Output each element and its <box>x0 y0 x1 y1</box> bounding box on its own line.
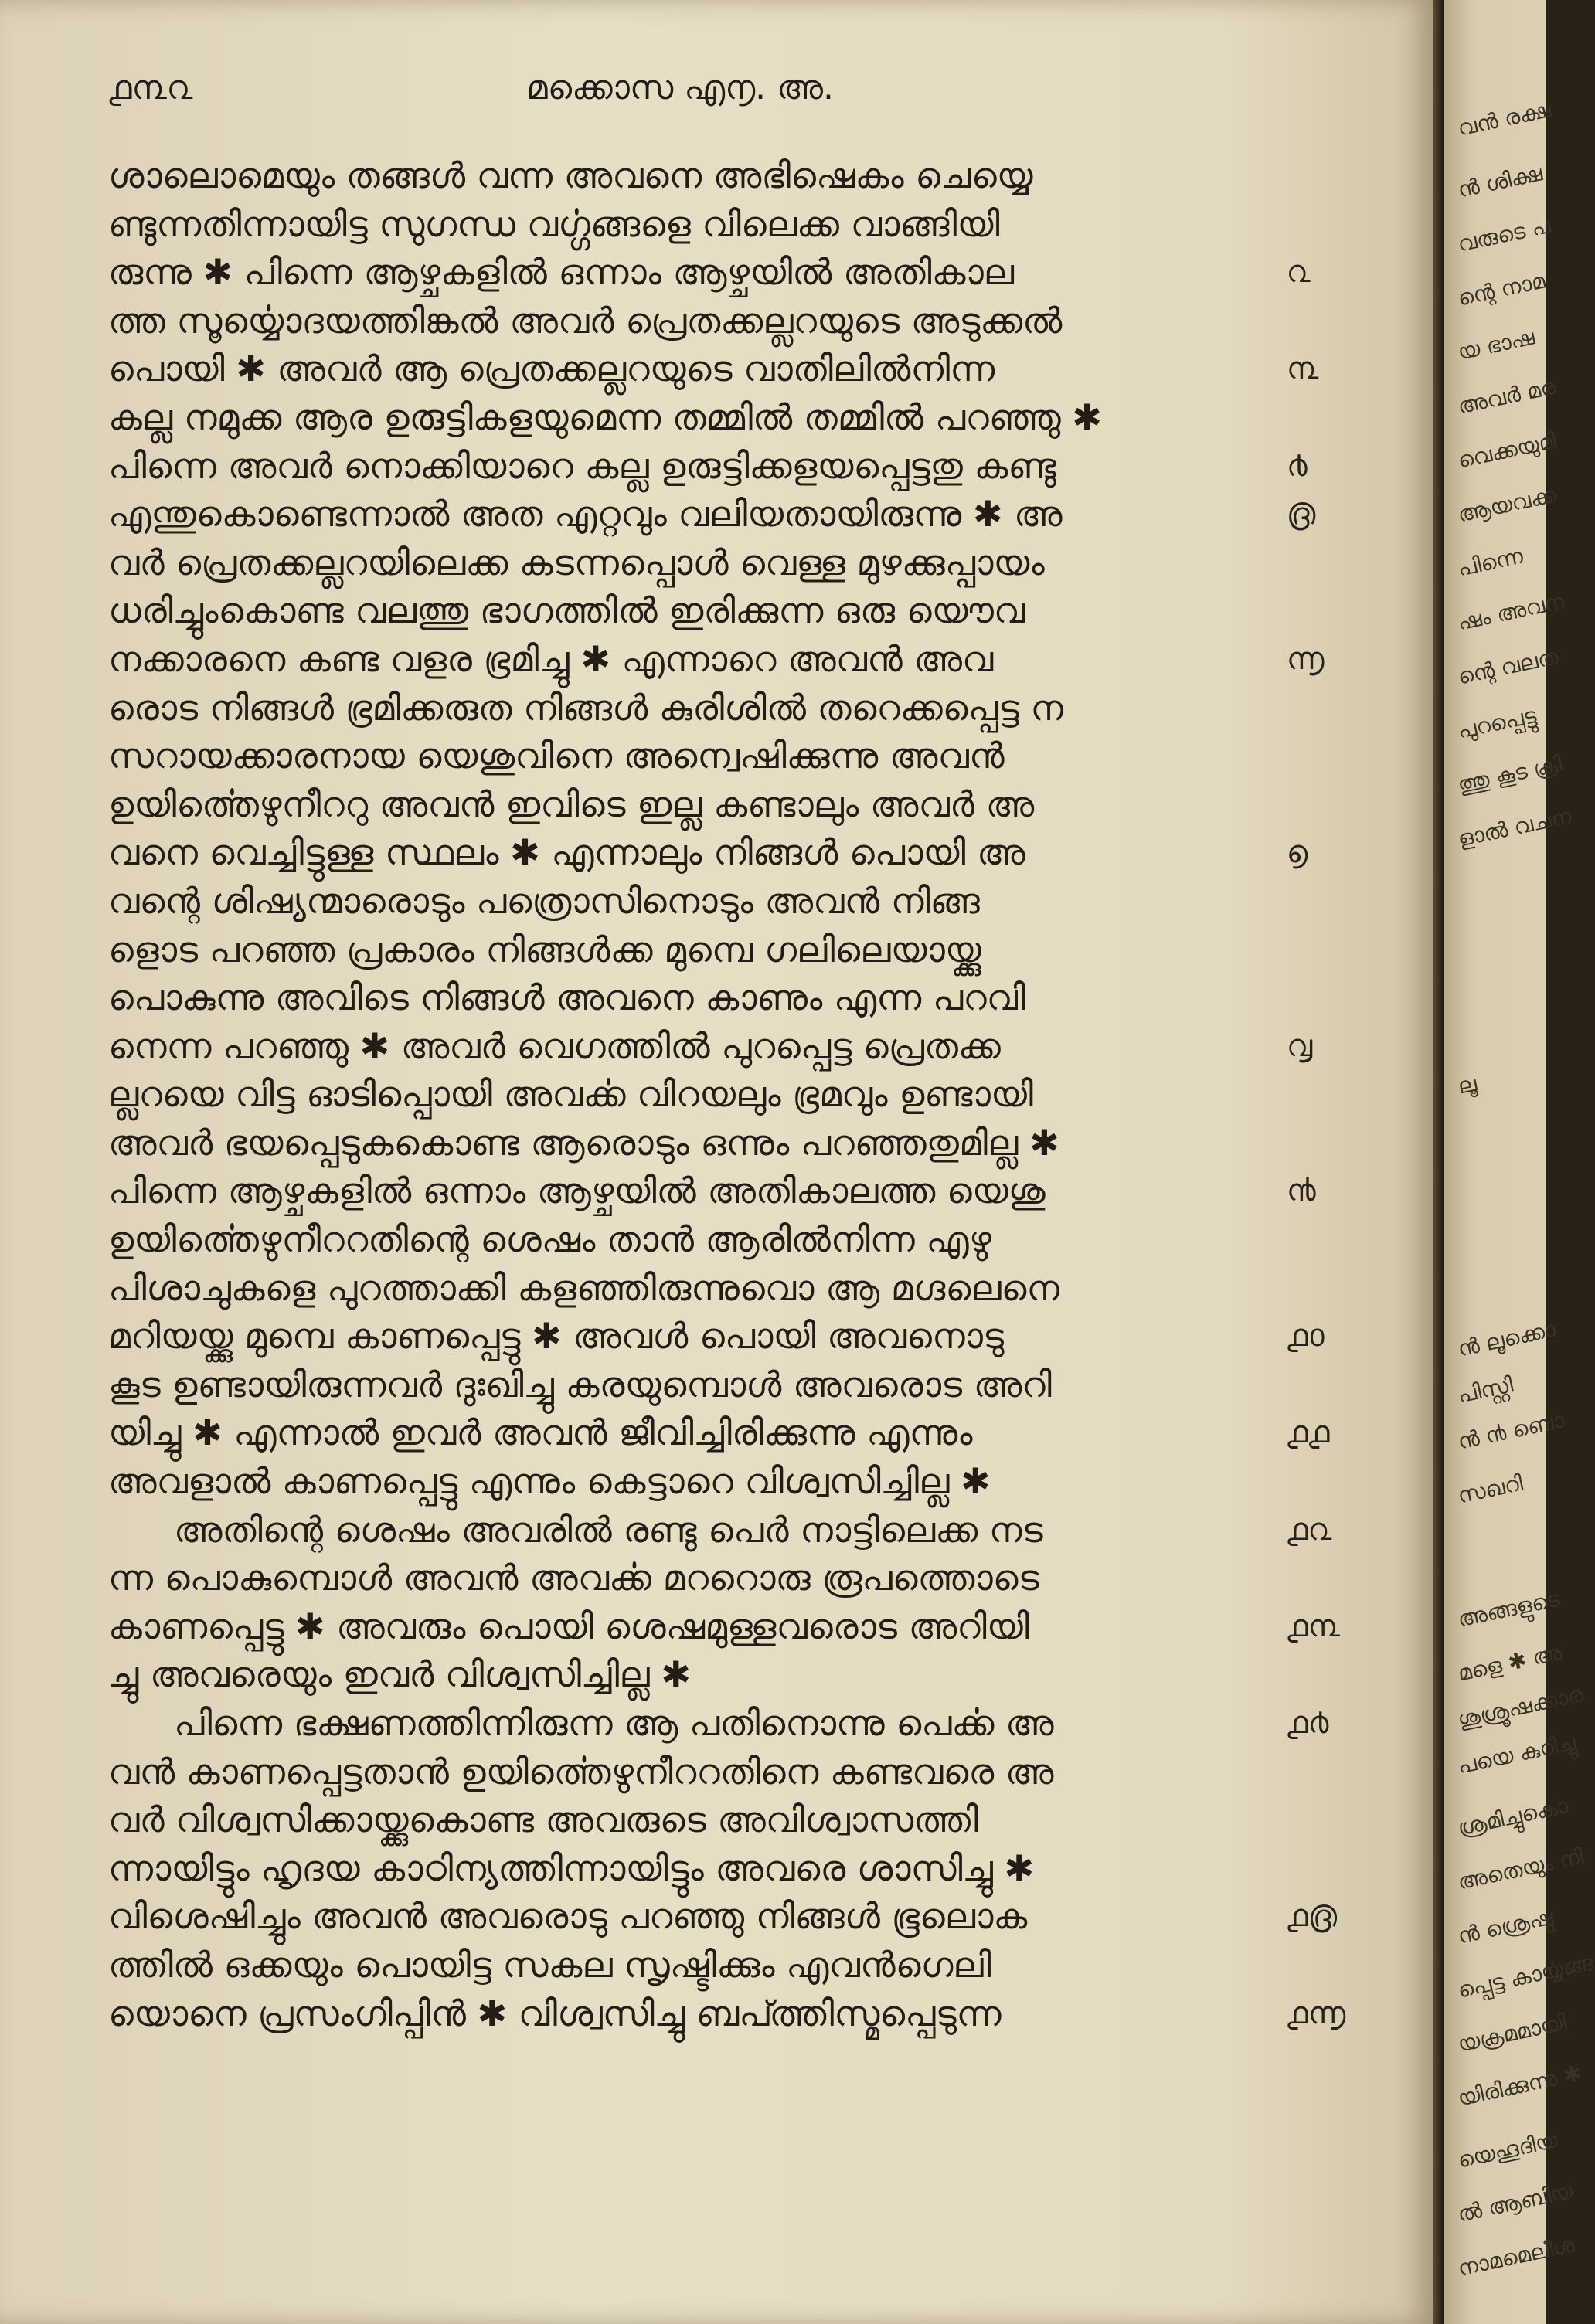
text-line <box>108 1699 1329 1748</box>
line-text: നക്കാരനെ കണ്ട വളര ഭ്രമിച്ചു ✱ എന്നാറെ അവൻ അവ <box>108 637 994 680</box>
verse-number: ൪ <box>1287 447 1308 484</box>
text-line <box>108 586 1267 635</box>
verse-number: ൨ <box>1287 254 1311 290</box>
facing-page-fragment: പ്പെട്ട കാൎയ്യങ്ങ <box>1455 1949 1595 2003</box>
text-line <box>108 926 1267 974</box>
facing-page-fragment: ൻ ശ്രെഷ്ഠ <box>1455 1904 1556 1949</box>
text-line <box>108 1602 1340 1651</box>
verse-number: ൧൧ <box>1287 1415 1330 1451</box>
line-text: വനെ വെച്ചിട്ടുള്ള സ്ഥലം ✱ എന്നാലും നിങ്ങൾ പൊയി അ <box>108 831 1025 874</box>
facing-page-fragment: ശ്രമിച്ചുകൊ <box>1455 1792 1570 1841</box>
book-gutter <box>1433 0 1444 2324</box>
text-line <box>108 1796 1267 1844</box>
text-line <box>108 248 1311 297</box>
page-header <box>108 68 1252 122</box>
facing-page-edge <box>1444 0 1595 2324</box>
text-line <box>108 828 1308 877</box>
facing-page-fragment: നാമമെലീശ <box>1455 2231 1577 2282</box>
line-text: അവർ ഭയപ്പെടുകകൊണ്ട ആരൊടും ഒന്നും പറഞ്ഞതുമില്ല ✱ <box>108 1121 1059 1164</box>
line-text: ത്തിൽ ഒക്കയും പൊയിട്ട സകല സൃഷ്ടിക്കും എവൻഗെലി <box>108 1943 991 1986</box>
facing-page-fragment: സഖറി <box>1455 1469 1525 1509</box>
line-text: അവളാൽ കാണപ്പെട്ടു എന്നും കെട്ടാറെ വിശ്വസിച്ചില്ല ✱ <box>108 1460 991 1503</box>
text-line <box>108 1022 1313 1071</box>
scripture-text <box>108 151 1346 2037</box>
line-text: ച്ചു അവരെയും ഇവർ വിശ്വസിച്ചില്ല ✱ <box>108 1653 691 1696</box>
line-text: ന്നായിട്ടും ഹൃദയ കാഠിന്യത്തിന്നായിട്ടും അവരെ ശാസിച്ചു ✱ <box>108 1847 1035 1889</box>
verse-number: ൧൬ <box>1287 1995 1346 2031</box>
text-line <box>108 635 1325 684</box>
facing-page-fragment: അവർ മര <box>1455 373 1559 420</box>
facing-page-fragment: യെഹൂദിയ <box>1455 2127 1560 2173</box>
verse-number: ൫ <box>1287 496 1316 532</box>
line-text: പിശാചുകളെ പുറത്താക്കി കളഞ്ഞിരുന്നുവൊ ആ മഗ്ദലെനെ <box>108 1266 1060 1309</box>
text-line <box>108 1070 1267 1119</box>
text-line <box>108 1408 1330 1457</box>
line-text: ന്ന പൊകുമ്പൊൾ അവൻ അവൎക്ക മററൊരു രൂപത്തൊടെ <box>108 1557 1039 1599</box>
text-line <box>108 1167 1316 1215</box>
verse-number: ൧൫ <box>1287 1898 1338 1935</box>
facing-page-fragment: യക്രമമായി <box>1455 2009 1569 2057</box>
verse-number: ൮ <box>1287 1028 1313 1064</box>
text-line <box>108 1650 1267 1699</box>
text-line <box>108 345 1319 393</box>
text-line <box>108 1361 1267 1409</box>
facing-page-fragment: വൻ രക്ഷ <box>1455 96 1553 141</box>
verse-number: ൬ <box>1287 640 1325 677</box>
text-line <box>108 780 1267 829</box>
line-text: ധരിച്ചുംകൊണ്ട വലത്തു ഭാഗത്തിൽ ഇരിക്കുന്ന ഒരു യൌവ <box>108 589 1025 632</box>
line-text: ത്ത സൂൎയ്യൊദയത്തിങ്കൽ അവർ പ്രെതക്കല്ലറയുടെ അടുക്കൽ <box>108 299 1063 341</box>
facing-page-fragment: ന്റെ വലത <box>1455 643 1561 690</box>
verse-number: ൧൨ <box>1287 1511 1332 1548</box>
line-text: വർ പ്രെതക്കല്ലറയിലെക്ക കടന്നപ്പൊൾ വെള്ള മുഴക്കുപ്പായം <box>108 541 1045 583</box>
text-line <box>108 1941 1267 1989</box>
facing-page-fragment: ഷം അവന <box>1455 588 1567 636</box>
facing-page-fragment: അങ്ങളുടെ <box>1455 1585 1563 1633</box>
line-text: യിച്ചു ✱ എന്നാൽ ഇവർ അവൻ ജീവിച്ചിരിക്കുന്നു എന്നും <box>108 1412 973 1454</box>
line-text: വന്റെ ശിഷ്യന്മാരൊടും പത്രൊസിനൊടും അവൻ നിങ്ങ <box>108 879 980 922</box>
facing-page-fragment: അതെയും നി <box>1455 1843 1586 1895</box>
facing-page-fragment: ശുശ്രൂഷക്കാര <box>1455 1681 1586 1733</box>
facing-page-fragment: ൻ ശിക്ഷ <box>1455 160 1545 203</box>
line-text: അതിന്റെ ശെഷം അവരിൽ രണ്ടു പെർ നാട്ടിലെക്ക നട <box>174 1508 1043 1551</box>
text-line <box>108 1215 1267 1264</box>
facing-page-fragment: പിന്നെ <box>1455 542 1525 582</box>
text-line <box>108 297 1267 345</box>
facing-page-fragment: പിസ്റ്റി <box>1455 1371 1515 1408</box>
line-text: പൊകുന്നു അവിടെ നിങ്ങൾ അവനെ കാണും എന്ന പറവി <box>108 977 1026 1019</box>
line-text: ളൊട പറഞ്ഞ പ്രകാരം നിങ്ങൾക്ക മുമ്പെ ഗലിലെയായ്ക്കു <box>108 928 981 970</box>
facing-page-fragment: യ ഭാഷ <box>1455 324 1537 365</box>
text-line <box>108 490 1316 539</box>
text-line <box>108 1119 1267 1167</box>
text-line <box>108 1457 1267 1506</box>
facing-page-fragment: ആയവക്ക <box>1455 481 1559 528</box>
text-line <box>108 684 1267 732</box>
text-line <box>108 393 1267 442</box>
line-text: രുന്നു ✱ പിന്നെ ആഴ്ചകളിൽ ഒന്നാം ആഴ്ചയിൽ അതികാല <box>108 251 1015 294</box>
line-text: രൊട നിങ്ങൾ ഭ്രമിക്കരുത നിങ്ങൾ കുരിശിൽ തറെക്കപ്പെട്ട ന <box>108 686 1064 729</box>
facing-page-fragment: പയെ കുറിച്ചു <box>1455 1729 1579 1779</box>
text-line <box>108 1892 1338 1941</box>
running-title: മക്കൊസ എ൱. അ. <box>526 68 834 107</box>
facing-page-fragment: യിരിക്കുന്നു ✱ <box>1455 2060 1584 2112</box>
facing-page-fragment: ന്റെ നാമ <box>1455 267 1548 311</box>
line-text: കൂട ഉണ്ടായിരുന്നവർ ദുഃഖിച്ചു കരയുമ്പൊൾ അവരൊട അറി <box>108 1363 1052 1405</box>
line-text: ഉയിൎത്തെഴുനീററതിന്റെ ശെഷം താൻ ആരിൽനിന്ന എഴു <box>108 1218 992 1261</box>
verse-number: ൯ <box>1287 1173 1316 1209</box>
verse-number: ൭ <box>1287 834 1308 871</box>
text-line <box>108 151 1267 200</box>
line-text: യൊനെ പ്രസംഗിപ്പിൻ ✱ വിശ്വസിച്ചു ബപ്ത്തിസ്മപ്പെടുന്ന <box>108 1992 1002 2034</box>
text-line <box>108 1748 1267 1796</box>
line-text: പിന്നെ ആഴ്ചകളിൽ ഒന്നാം ആഴ്ചയിൽ അതികാലത്ത യെശു <box>108 1170 1046 1212</box>
line-text: പൊയി ✱ അവർ ആ പ്രെതക്കല്ലറയുടെ വാതിലിൽനിന്ന <box>108 348 995 390</box>
facing-page-fragment: വരുടെ പ <box>1455 212 1553 257</box>
text-line <box>108 1989 1346 2038</box>
line-text: പിന്നെ അവർ നൊക്കിയാറെ കല്ല ഉരുട്ടിക്കളയപ്പെട്ടതു കണ്ടു <box>108 444 1056 487</box>
text-line <box>108 1554 1267 1602</box>
facing-page-fragment: ൻ ലൂക്കൊ <box>1455 1316 1558 1362</box>
line-text: വിശെഷിച്ചും അവൻ അവരൊടു പറഞ്ഞു നിങ്ങൾ ഭൂലൊക <box>108 1895 1028 1938</box>
text-line <box>108 1312 1325 1361</box>
line-text: കാണപ്പെട്ടു ✱ അവരും പൊയി ശെഷമുള്ളവരൊട അറിയി <box>108 1605 1029 1647</box>
text-line <box>108 1844 1267 1893</box>
line-text: സറായക്കാരനായ യെശുവിനെ അന്വെഷിക്കുന്നു അവൻ <box>108 735 1005 777</box>
facing-page-fragment: പുറപ്പെട്ടു <box>1455 702 1539 744</box>
facing-page-fragment: ത്തു കൂട ക്രി <box>1455 750 1565 798</box>
verse-number: ൧൦ <box>1287 1318 1325 1354</box>
text-line <box>108 539 1267 587</box>
text-line <box>108 732 1267 780</box>
facing-page-fragment: മളെ ✱ അ <box>1455 1639 1565 1687</box>
line-text: മറിയയ്ക്കു മുമ്പെ കാണപ്പെട്ടു ✱ അവൾ പൊയി അവനൊടു <box>108 1315 1005 1357</box>
line-text: ണ്ടുന്നതിന്നായിട്ട സുഗന്ധ വൎഗ്ഗങ്ങളെ വിലെക്ക വാങ്ങിയി <box>108 202 1000 245</box>
text-line <box>108 877 1267 926</box>
facing-page-fragment: വെക്കയുമി <box>1455 427 1559 474</box>
facing-page-fragment: ളാൽ വചന <box>1455 803 1574 852</box>
line-text: എന്തുകൊണ്ടെന്നാൽ അത എറ്റവും വലിയതായിരുന്നു ✱ അ <box>108 493 1063 535</box>
text-line <box>108 200 1267 249</box>
line-text: ഉയിൎത്തെഴുനീററു അവൻ ഇവിടെ ഇല്ല കണ്ടാലും അവർ അ <box>108 783 1035 825</box>
line-text: വൻ കാണപ്പെട്ടതാൻ ഉയിൎത്തെഴുനീററതിനെ കണ്ടവരെ അ <box>108 1750 1054 1792</box>
line-text: ശാലൊമെയും തങ്ങൾ വന്ന അവനെ അഭിഷെകം ചെയ്യെ <box>108 155 1033 196</box>
text-line <box>108 442 1308 491</box>
facing-page-fragment: ൻ ൯ ബൊ <box>1455 1407 1567 1455</box>
verse-number: ൩ <box>1287 351 1319 387</box>
text-line <box>108 1264 1267 1313</box>
line-text: നെന്ന പറഞ്ഞു ✱ അവർ വെഗത്തിൽ പുറപ്പെട്ട പ്രെതക്ക <box>108 1024 1001 1067</box>
text-line <box>108 1506 1332 1554</box>
line-text: വർ വിശ്വസിക്കായ്ക്കുകൊണ്ട അവരുടെ അവിശ്വാസത്തി <box>108 1799 978 1841</box>
line-text: കല്ല നമുക്ക ആര ഉരുട്ടികളയുമെന്ന തമ്മിൽ തമ്മിൽ പറഞ്ഞു ✱ <box>108 396 1102 438</box>
verse-number: ൧൩ <box>1287 1608 1340 1644</box>
line-text: ല്ലറയെ വിട്ട ഓടിപ്പൊയി അവൎക്ക വിറയലും ഭ്രമവും ഉണ്ടായി <box>108 1073 1034 1116</box>
verse-number: ൧൪ <box>1287 1705 1329 1741</box>
line-text: പിന്നെ ഭക്ഷണത്തിന്നിരുന്ന ആ പതിനൊന്നു പെൎക്ക അ <box>174 1702 1054 1744</box>
page-number: ൧൩൨ <box>108 68 193 107</box>
facing-page-fragment: ൽ ആബിയ <box>1455 2177 1576 2227</box>
text-line <box>108 973 1267 1022</box>
facing-page-fragment: ലൂ <box>1455 1070 1479 1099</box>
